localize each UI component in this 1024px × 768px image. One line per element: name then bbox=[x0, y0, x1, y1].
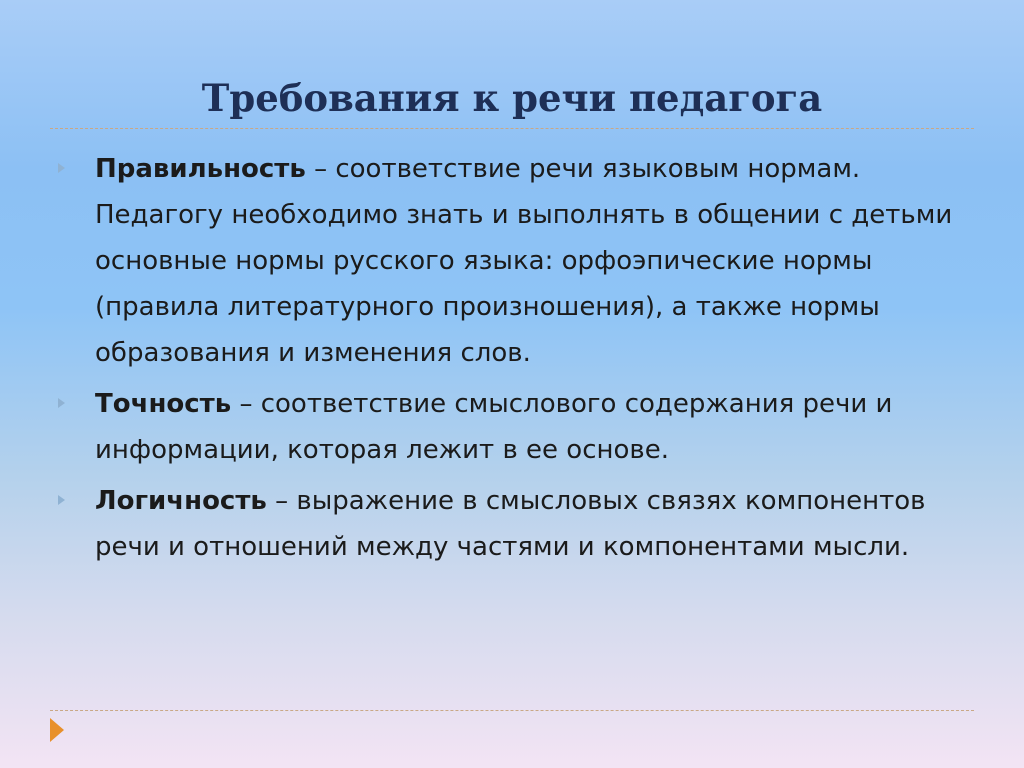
play-arrow-icon[interactable] bbox=[50, 718, 64, 742]
bullet-term: Логичность bbox=[95, 486, 267, 516]
bullet-term: Правильность bbox=[95, 154, 306, 184]
triangle-bullet-icon bbox=[58, 495, 65, 505]
bullet-text: – выражение в смысловых связях компонентов речи и отношений между частями и компонентами мысли. bbox=[95, 486, 926, 562]
triangle-bullet-icon bbox=[58, 163, 65, 173]
bullet-item-accuracy bbox=[58, 381, 968, 473]
bullet-list bbox=[58, 146, 968, 575]
footer-divider bbox=[50, 710, 974, 711]
bullet-item-correctness bbox=[58, 146, 968, 376]
title-divider bbox=[50, 128, 974, 129]
bullet-text: – соответствие речи языковым нормам. Педагогу необходимо знать и выполнять в общении с детьми основные нормы русского языка: орфоэпические нормы (правила литературного произношения), а также нормы образования и изменения слов. bbox=[95, 154, 953, 368]
bullet-term: Точность bbox=[95, 389, 232, 419]
bullet-text: – соответствие смыслового содержания речи и информации, которая лежит в ее основе. bbox=[95, 389, 893, 465]
triangle-bullet-icon bbox=[58, 398, 65, 408]
bullet-item-logic bbox=[58, 478, 968, 570]
slide-title: Требования к речи педагога bbox=[201, 76, 823, 120]
